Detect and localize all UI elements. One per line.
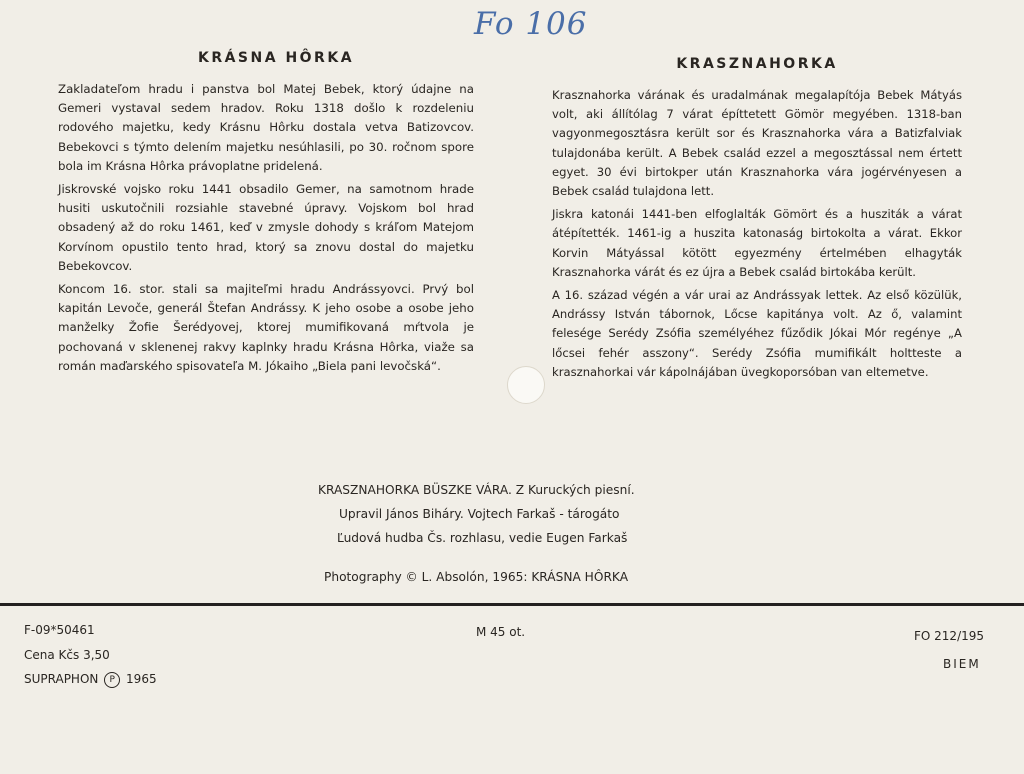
hungarian-text-column: [552, 56, 962, 386]
column-title-hungarian: KRASZNAHORKA: [676, 56, 838, 72]
paragraph: A 16. század végén a vár urai az Andrássyak lettek. Az első közülük, Andrássy István tábornok, Lőcse kapitánya volt. Az ő, valamint felesége Serédy Zsófia személyéhez fűződik Jókai Mór regénye „A lőcsei fehér asszony“. Serédy Zsófia mumifikált holtteste a krasznahorkai vár kápolnájában üvegkoporsóban van eltemetve.: [552, 288, 962, 379]
credit-song-title: KRASZNAHORKA BÜSZKE VÁRA. Z Kuruckých piesní.: [318, 483, 635, 497]
paragraph: Krasznahorka várának és uradalmának megalapítója Bebek Mátyás volt, aki állítólag 7 várat építtetett Gömör megyében. 1318-ban vagyonmegosztásra került sor és Krasznahorka vára a Batizfalviak tulajdonába került. A Bebek család ezzel a megosztással nem értett egyet. 30 évi birtokper után Krasznahorka vára jogérvényesen a Bebek család tulajdona lett.: [552, 88, 962, 199]
phonogram-icon: P: [104, 672, 120, 688]
biem-mark: BIEM: [943, 657, 981, 671]
paragraph: Koncom 16. stor. stali sa majiteľmi hradu Andrássyovci. Prvý bol kapitán Levoče, generál Štefan Andrássy. K jeho osobe a osobe jeho manželky Žofie Šerédyovej, ktorej mumifikovaná mŕtvola je pochovaná v sklenenej rakvy kaplnky hradu Krásna Hôrka, viaže sa román maďarského spisovateľa M. Jókaiho „Biela pani levočská“.: [58, 282, 474, 373]
label-year: 1965: [126, 672, 157, 686]
paragraph: Jiskra katonái 1441-ben elfoglalták Gömört és a husziták a várat átépítették. 1461-ig a huszita katonaság birtokolta a várat. Ekkor Korvin Mátyással kötött egyezmény értelmében elhagyták Krasznahorka várát és ez újra a Bebek család birtokába került.: [552, 207, 962, 279]
credit-arranger: Upravil János Biháry. Vojtech Farkaš - tárogáto: [339, 507, 620, 521]
credit-orchestra: Ľudová hudba Čs. rozhlasu, vedie Eugen Farkaš: [337, 531, 628, 545]
format-text: M 45 ot.: [476, 625, 526, 639]
label-name: SUPRAPHON: [24, 672, 99, 686]
paragraph: Jiskrovské vojsko roku 1441 obsadilo Gemer, na samotnom hrade husiti uskutočnili rozsiahle stavebné úpravy. Vojskom bol hrad obsadený až do roku 1461, keď v zmysle dohody s kráľom Matejom Korvínom opustilo tento hrad, ktorý sa znovu dostal do majetku Bebekovcov.: [58, 182, 474, 273]
punched-hole: [507, 366, 545, 404]
slovak-text-column: [58, 50, 474, 380]
divider-rule: [0, 603, 1024, 606]
credit-photography: Photography © L. Absolón, 1965: KRÁSNA HÔRKA: [324, 570, 629, 584]
record-label: [24, 671, 157, 688]
fo-code: FO 212/195: [914, 629, 985, 643]
price-text: Cena Kčs 3,50: [24, 648, 110, 662]
column-title-slovak: KRÁSNA HÔRKA: [197, 50, 355, 66]
handwritten-note: Fo 106: [474, 6, 588, 42]
paragraph: Zakladateľom hradu i panstva bol Matej Bebek, ktorý údajne na Gemeri vystaval sedem hradov. Roku 1318 došlo k rozdeleniu rodového majetku, kedy Krásnu Hôrku dostala vetva Batizovcov. Bebekovci s týmto delením majetku nesúhlasili, po 30. ročnom spore bola im Krásna Hôrka právoplatne pridelená.: [58, 82, 474, 173]
catalog-number: F-09*50461: [24, 623, 95, 637]
